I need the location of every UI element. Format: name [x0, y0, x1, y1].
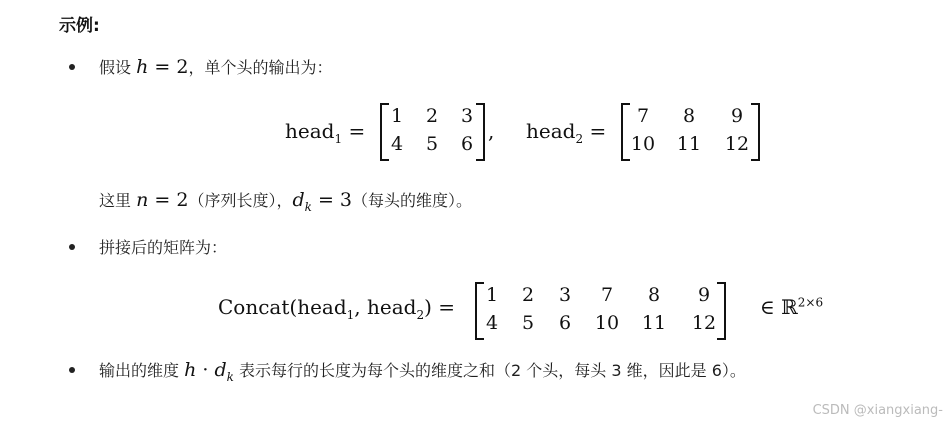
bullet-1-pre: 假设 — [99, 58, 137, 77]
matrix-1-right-bracket — [476, 103, 485, 161]
matrix-cell: 9 — [697, 284, 711, 306]
matrix-cell: 2 — [521, 284, 535, 306]
head2-label: head$_2$ = — [526, 119, 607, 146]
concat-matrix — [475, 282, 730, 340]
matrix-cell: 12 — [691, 312, 717, 334]
matrix-cell: 4 — [390, 133, 404, 155]
matrix-cell: 1 — [390, 105, 404, 127]
matrix-cell: 8 — [647, 284, 661, 306]
matrix-cell: 7 — [600, 284, 614, 306]
bullet-3-text: 输出的维度 $h \cdot d_k$ 表示每行的长度为每个头的维度之和（2 个头，每头 3 维，因此是 6）。 — [99, 359, 746, 384]
matrix-cell: 4 — [485, 312, 499, 334]
var-h: h — [136, 56, 149, 78]
concat-label: Concat(head$_1$, head$_2$) = — [218, 295, 456, 322]
bullet-2-text: 拼接后的矩阵为： — [99, 238, 228, 257]
matrix-cell: 6 — [460, 133, 474, 155]
matrix-1 — [380, 103, 485, 161]
matrix-cell: 3 — [460, 105, 474, 127]
concat-matrix-right-bracket — [717, 282, 726, 340]
matrix-2 — [621, 103, 761, 161]
var-d: d — [292, 189, 305, 211]
matrix-cell: 6 — [558, 312, 572, 334]
bullet-dot — [69, 244, 75, 250]
var-h: h — [184, 359, 197, 381]
var-n: n — [136, 189, 149, 211]
matrix-cell: 2 — [425, 105, 439, 127]
matrix-cell: 5 — [425, 133, 439, 155]
matrix-cell: 10 — [594, 312, 620, 334]
bullet-1-post: ，单个头的输出为： — [188, 58, 333, 77]
matrix-cell: 11 — [676, 133, 702, 155]
matrix-cell: 11 — [641, 312, 667, 334]
matrix-cell: 3 — [558, 284, 572, 306]
bullet-dot — [69, 367, 75, 373]
eq1-comma: , — [488, 119, 495, 143]
matrix-cell: 7 — [636, 105, 650, 127]
matrix-cell: 10 — [630, 133, 656, 155]
dimension-note: 这里 n = 2（序列长度），$d_k = 3$（每头的维度）。 — [99, 189, 473, 214]
matrix-cell: 1 — [485, 284, 499, 306]
matrix-cell: 12 — [724, 133, 750, 155]
head1-label: head$_1$ = — [285, 119, 366, 146]
example-heading: 示例: — [59, 16, 100, 36]
var-d: d — [214, 359, 227, 381]
matrix-cell: 8 — [682, 105, 696, 127]
bullet-1-eq: = 2 — [148, 56, 189, 78]
matrix-2-right-bracket — [751, 103, 760, 161]
bullet-1-text — [99, 55, 332, 78]
csdn-watermark: CSDN @xiangxiang- — [812, 403, 943, 418]
bullet-dot — [69, 64, 75, 70]
matrix-cell: 9 — [730, 105, 744, 127]
element-of-expression: ∈ ℝ$^{2\times 6}$ — [760, 295, 824, 319]
matrix-cell: 5 — [521, 312, 535, 334]
